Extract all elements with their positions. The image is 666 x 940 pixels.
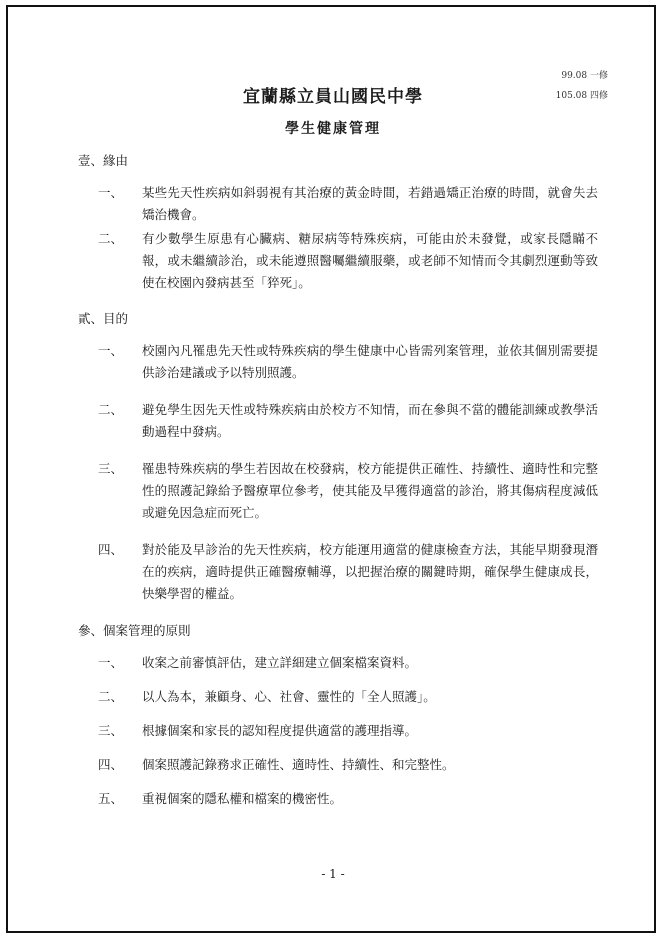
list-item xyxy=(78,228,598,294)
item-number: 一、 xyxy=(98,655,124,670)
item-number: 二、 xyxy=(98,231,124,246)
item-text: 根據個案和家長的認知程度提供適當的護理指導。 xyxy=(142,723,418,738)
item-number: 三、 xyxy=(98,723,124,738)
item-text: 校園內凡罹患先天性或特殊疾病的學生健康中心皆需列案管理，並依其個別需要提供診治建議或予以特別照護。 xyxy=(142,343,598,380)
item-number: 四、 xyxy=(98,542,124,557)
item-number: 二、 xyxy=(98,689,124,704)
item-text: 對於能及早診治的先天性疾病，校方能運用適當的健康檢查方法，其能早期發現潛在的疾病，適時提供正確醫療輔導，以把握治療的關鍵時期，確保學生健康成長，快樂學習的權益。 xyxy=(142,542,598,601)
list-item xyxy=(78,686,598,708)
list-item xyxy=(78,399,598,443)
revision-note: 99.08 一修 xyxy=(561,71,608,81)
item-number: 一、 xyxy=(98,343,124,358)
list-item xyxy=(78,720,598,742)
item-number: 五、 xyxy=(98,791,124,806)
item-number: 四、 xyxy=(98,757,124,772)
page-number: - 1 - xyxy=(321,867,345,881)
item-text: 避免學生因先天性或特殊疾病由於校方不知情，而在參與不當的體能訓練或教學活動過程中發病。 xyxy=(142,402,598,439)
section-heading: 壹、緣由 xyxy=(78,153,129,168)
section-heading: 貳、目的 xyxy=(78,311,129,326)
list-item xyxy=(78,340,598,384)
school-name: 宜蘭縣立員山國民中學 xyxy=(243,87,423,107)
section-principles xyxy=(78,620,598,810)
section-purpose xyxy=(78,308,598,605)
document-title: 學生健康管理 xyxy=(285,121,381,137)
item-text: 罹患特殊疾病的學生若因故在校發病，校方能提供正確性、持續性、適時性和完整性的照護記錄給予醫療單位參考，使其能及早獲得適當的診治，將其傷病程度減低或避免因急症而死亡。 xyxy=(142,461,598,520)
item-text: 收案之前審慎評估，建立詳細建立個案檔案資料。 xyxy=(142,655,418,670)
item-text: 以人為本，兼顧身、心、社會、靈性的「全人照護」。 xyxy=(142,689,436,704)
list-item xyxy=(78,539,598,605)
list-item xyxy=(78,652,598,674)
section-heading: 參、個案管理的原則 xyxy=(78,623,191,638)
item-number: 三、 xyxy=(98,461,124,476)
item-text: 某些先天性疾病如斜弱視有其治療的黃金時間，若錯過矯正治療的時間，就會失去矯治機會。 xyxy=(142,185,598,222)
item-number: 二、 xyxy=(98,402,124,417)
document-body xyxy=(78,150,598,822)
item-text: 有少數學生原患有心臟病、糖尿病等特殊疾病，可能由於未發覺，或家長隱瞞不報，或未繼續診治，或未能遵照醫囑繼續服藥，或老師不知情而令其劇烈運動等致使在校園內發病甚至「猝死」。 xyxy=(142,231,598,290)
item-text: 重視個案的隱私權和檔案的機密性。 xyxy=(142,791,343,806)
list-item xyxy=(78,788,598,810)
item-number: 一、 xyxy=(98,185,124,200)
section-reason xyxy=(78,150,598,294)
list-item xyxy=(78,182,598,226)
list-item xyxy=(78,458,598,524)
list-item xyxy=(78,754,598,776)
revision-note: 105.08 四修 xyxy=(555,91,608,101)
item-text: 個案照護記錄務求正確性、適時性、持續性、和完整性。 xyxy=(142,757,455,772)
